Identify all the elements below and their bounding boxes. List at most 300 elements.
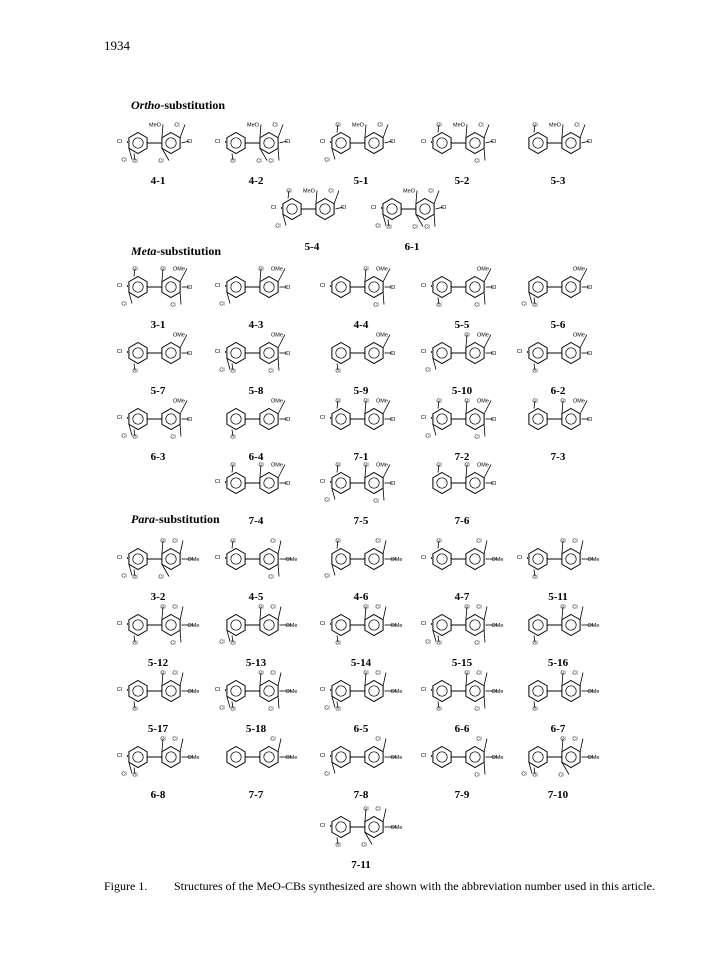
benzene-ring	[466, 747, 484, 768]
chlorine-label: Cl	[270, 736, 276, 743]
aromatic-circle	[387, 204, 397, 214]
benzene-ring	[466, 409, 484, 430]
substituent-bond	[434, 191, 439, 204]
chlorine-label: Cl	[268, 574, 274, 581]
chlorine-label: Cl	[170, 302, 176, 309]
aromatic-circle	[264, 478, 274, 488]
methoxy-label: MeO	[149, 122, 161, 129]
chlorine-label: Cl	[560, 604, 566, 611]
chlorine-label: Cl	[425, 639, 431, 646]
chlorine-label: Cl	[363, 670, 369, 677]
aromatic-circle	[533, 138, 543, 148]
biphenyl-structure	[110, 528, 206, 590]
substituent-bond	[416, 191, 417, 204]
chlorine-label: Cl	[116, 753, 123, 759]
chlorine-label: Cl	[420, 753, 427, 759]
chlorine-label: Cl	[474, 158, 480, 165]
compound-number: 7-3	[550, 451, 566, 463]
chlorine-label: Cl	[116, 139, 123, 145]
chlorine-label: Cl	[476, 670, 482, 677]
benzene-ring	[260, 681, 278, 702]
compound-number: 6-1	[404, 241, 420, 253]
chlorine-label: Cl	[389, 351, 396, 357]
benzene-ring	[365, 277, 383, 298]
methoxy-label: OMe	[173, 266, 185, 273]
chlorine-label: Cl	[121, 301, 127, 308]
compound-number: 5-1	[353, 175, 369, 187]
chlorine-label: Cl	[572, 670, 578, 677]
benzene-ring	[529, 615, 547, 636]
compound-number: 5-16	[547, 657, 569, 669]
chlorine-label: Cl	[170, 640, 176, 647]
methoxy-label: OMe	[477, 266, 489, 273]
chlorine-label: Cl	[230, 538, 236, 545]
compound-number: 6-8	[150, 789, 166, 801]
methoxy-label: OMe	[271, 398, 283, 405]
chlorine-label: Cl	[572, 736, 578, 743]
compound-number: 4-1	[150, 175, 166, 187]
chlorine-label: Cl	[375, 538, 381, 545]
methoxy-label: MeO	[549, 122, 561, 129]
aromatic-circle	[133, 138, 143, 148]
substituent-bond	[180, 292, 181, 304]
substituent-bond	[484, 739, 487, 752]
chlorine-label: Cl	[121, 157, 127, 164]
page-number: 1934	[104, 38, 130, 53]
substituent-bond	[278, 607, 281, 620]
chlorine-label: Cl	[132, 640, 138, 647]
caption-text: Structures of the MeO-CBs synthesized are shown with the abbreviation number used in this article.	[174, 879, 655, 893]
chlorine-label: Cl	[335, 538, 341, 545]
benzene-ring	[365, 615, 383, 636]
benzene-ring	[162, 343, 180, 364]
chlorine-label: Cl	[116, 621, 123, 627]
chlorine-label: Cl	[335, 706, 341, 713]
aromatic-circle	[437, 620, 447, 630]
benzene-ring	[162, 747, 180, 768]
chlorine-label: Cl	[219, 639, 225, 646]
chlorine-label: Cl	[230, 158, 236, 165]
chlorine-label: Cl	[586, 139, 593, 145]
biphenyl-structure	[510, 528, 606, 590]
compound-number: 7-1	[353, 451, 369, 463]
chlorine-label: Cl	[258, 266, 264, 273]
biphenyl-structure	[414, 112, 510, 174]
chlorine-label: Cl	[158, 158, 164, 165]
benzene-ring	[562, 133, 580, 154]
substituent-bond	[278, 148, 279, 160]
compound-number: 6-2	[550, 385, 566, 397]
benzene-ring	[260, 133, 278, 154]
chlorine-label: Cl	[375, 604, 381, 611]
compound-number: 6-7	[550, 723, 566, 735]
chlorine-label: Cl	[230, 640, 236, 647]
biphenyl-structure	[208, 660, 304, 722]
compound-number: 4-3	[248, 319, 264, 331]
substituent-bond	[180, 424, 181, 436]
methoxy-label: OMe	[573, 266, 585, 273]
chlorine-label: Cl	[586, 285, 593, 291]
benzene-ring	[529, 277, 547, 298]
aromatic-circle	[166, 686, 176, 696]
benzene-ring	[562, 277, 580, 298]
aromatic-circle	[231, 478, 241, 488]
chlorine-label: Cl	[560, 398, 566, 405]
biphenyl-structure	[110, 322, 206, 384]
chlorine-label: Cl	[319, 823, 326, 829]
compound-number: 5-2	[454, 175, 470, 187]
benzene-ring	[260, 409, 278, 430]
aromatic-circle	[336, 686, 346, 696]
biphenyl-structure	[414, 256, 510, 318]
compound-7-3	[510, 388, 606, 466]
aromatic-circle	[336, 414, 346, 424]
chlorine-label: Cl	[186, 417, 193, 423]
compound-number: 5-3	[550, 175, 566, 187]
compound-5-3	[510, 112, 606, 190]
methoxy-label: OMe	[390, 825, 403, 831]
compound-number: 6-4	[248, 451, 264, 463]
chlorine-label: Cl	[116, 349, 123, 355]
chlorine-label: Cl	[219, 301, 225, 308]
substituent-bond	[316, 191, 317, 204]
aromatic-circle	[437, 348, 447, 358]
aromatic-circle	[336, 752, 346, 762]
chlorine-label: Cl	[214, 349, 221, 355]
substituent-bond	[383, 809, 386, 822]
substituent-bond	[484, 696, 485, 708]
benzene-ring	[260, 473, 278, 494]
chlorine-label: Cl	[476, 538, 482, 545]
substituent-bond	[278, 673, 281, 686]
benzene-ring	[529, 549, 547, 570]
chlorine-label: Cl	[436, 640, 442, 647]
compound-7-9	[414, 726, 510, 804]
biphenyl-structure	[313, 112, 409, 174]
aromatic-circle	[231, 282, 241, 292]
chlorine-label: Cl	[420, 139, 427, 145]
aromatic-circle	[231, 554, 241, 564]
aromatic-circle	[470, 554, 480, 564]
chlorine-label: Cl	[532, 772, 538, 779]
substituent-bond	[180, 673, 183, 686]
compound-number: 5-15	[451, 657, 473, 669]
benzene-ring	[466, 549, 484, 570]
aromatic-circle	[336, 554, 346, 564]
chlorine-label: Cl	[319, 479, 326, 485]
biphenyl-structure	[313, 726, 409, 788]
aromatic-circle	[470, 138, 480, 148]
chlorine-label: Cl	[586, 351, 593, 357]
aromatic-circle	[437, 282, 447, 292]
biphenyl-structure	[414, 594, 510, 656]
chlorine-label: Cl	[474, 640, 480, 647]
benzene-ring	[332, 343, 350, 364]
aromatic-circle	[231, 348, 241, 358]
benzene-ring	[162, 615, 180, 636]
methoxy-label: OMe	[491, 557, 504, 563]
aromatic-circle	[369, 686, 379, 696]
chlorine-label: Cl	[420, 415, 427, 421]
chlorine-label: Cl	[586, 417, 593, 423]
benzene-ring	[260, 615, 278, 636]
chlorine-label: Cl	[324, 497, 330, 504]
aromatic-circle	[533, 752, 543, 762]
aromatic-circle	[264, 138, 274, 148]
substituent-bond	[383, 488, 384, 500]
chlorine-label: Cl	[270, 205, 277, 211]
chlorine-label: Cl	[420, 555, 427, 561]
compound-number: 4-5	[248, 591, 264, 603]
substituent-bond	[278, 541, 281, 554]
chlorine-label: Cl	[521, 771, 527, 778]
biphenyl-structure	[110, 594, 206, 656]
aromatic-circle	[133, 554, 143, 564]
compound-number: 6-6	[454, 723, 470, 735]
substituent-bond	[383, 125, 388, 138]
chlorine-label: Cl	[172, 736, 178, 743]
chlorine-label: Cl	[324, 573, 330, 580]
chlorine-label: Cl	[230, 462, 236, 469]
aromatic-circle	[566, 414, 576, 424]
chlorine-label: Cl	[170, 434, 176, 441]
methoxy-label: OMe	[285, 623, 298, 629]
aromatic-circle	[231, 414, 241, 424]
compound-7-8	[313, 726, 409, 804]
compound-6-3	[110, 388, 206, 466]
biphenyl-structure	[313, 660, 409, 722]
biphenyl-structure	[414, 660, 510, 722]
aromatic-circle	[336, 478, 346, 488]
biphenyl-structure	[208, 322, 304, 384]
biphenyl-structure	[110, 256, 206, 318]
aromatic-circle	[533, 554, 543, 564]
chlorine-label: Cl	[186, 351, 193, 357]
substituent-bond	[580, 739, 583, 752]
biphenyl-structure	[510, 256, 606, 318]
chlorine-label: Cl	[476, 604, 482, 611]
chlorine-label: Cl	[214, 139, 221, 145]
methoxy-label: MeO	[247, 122, 259, 129]
chlorine-label: Cl	[474, 302, 480, 309]
chlorine-label: Cl	[275, 223, 281, 230]
methoxy-label: OMe	[376, 266, 388, 273]
chlorine-label: Cl	[412, 224, 418, 231]
compound-number: 5-11	[548, 591, 568, 603]
substituent-bond	[383, 607, 386, 620]
benzene-ring	[227, 681, 245, 702]
aromatic-circle	[264, 414, 274, 424]
benzene-ring	[129, 681, 147, 702]
aromatic-circle	[231, 138, 241, 148]
chlorine-label: Cl	[474, 434, 480, 441]
substituent-bond	[278, 125, 283, 138]
chlorine-label: Cl	[186, 139, 193, 145]
aromatic-circle	[533, 414, 543, 424]
substituent-bond	[180, 125, 185, 138]
methoxy-label: MeO	[352, 122, 364, 129]
aromatic-circle	[369, 414, 379, 424]
chlorine-label: Cl	[532, 398, 538, 405]
biphenyl-structure	[313, 796, 409, 858]
benzene-ring	[227, 277, 245, 298]
biphenyl-structure	[110, 660, 206, 722]
chlorine-label: Cl	[340, 205, 347, 211]
chlorine-label: Cl	[572, 538, 578, 545]
chlorine-label: Cl	[132, 368, 138, 375]
aromatic-circle	[566, 138, 576, 148]
chlorine-label: Cl	[363, 266, 369, 273]
biphenyl-structure	[208, 726, 304, 788]
methoxy-label: OMe	[285, 557, 298, 563]
chlorine-label: Cl	[160, 266, 166, 273]
aromatic-circle	[566, 686, 576, 696]
aromatic-circle	[231, 620, 241, 630]
chlorine-label: Cl	[373, 498, 379, 505]
substituent-bond	[484, 762, 485, 774]
compound-number: 5-13	[245, 657, 267, 669]
benzene-ring	[365, 817, 383, 838]
biphenyl-structure	[208, 528, 304, 590]
compound-number: 4-4	[353, 319, 369, 331]
chlorine-label: Cl	[286, 188, 292, 195]
compound-number: 6-3	[150, 451, 166, 463]
chlorine-label: Cl	[532, 302, 538, 309]
aromatic-circle	[369, 348, 379, 358]
chlorine-label: Cl	[464, 462, 470, 469]
section-heading-para: Para-substitution	[131, 512, 220, 526]
benzene-ring	[129, 343, 147, 364]
aromatic-circle	[369, 554, 379, 564]
methoxy-label: OMe	[491, 755, 504, 761]
chlorine-label: Cl	[420, 349, 427, 355]
benzene-ring	[466, 277, 484, 298]
benzene-ring	[332, 747, 350, 768]
benzene-ring	[433, 343, 451, 364]
chlorine-label: Cl	[464, 670, 470, 677]
aromatic-circle	[231, 752, 241, 762]
chlorine-label: Cl	[436, 302, 442, 309]
methoxy-label: MeO	[453, 122, 465, 129]
biphenyl-structure	[510, 660, 606, 722]
benzene-ring	[433, 549, 451, 570]
chlorine-label: Cl	[363, 398, 369, 405]
substituent-bond	[383, 292, 384, 304]
benzene-ring	[365, 473, 383, 494]
benzene-ring	[227, 409, 245, 430]
compound-number: 5-17	[147, 723, 169, 735]
chlorine-label: Cl	[214, 687, 221, 693]
biphenyl-structure	[110, 388, 206, 450]
chlorine-label: Cl	[270, 604, 276, 611]
substituent-bond	[162, 125, 163, 138]
benzene-ring	[529, 747, 547, 768]
chlorine-label: Cl	[214, 283, 221, 289]
chlorine-label: Cl	[121, 771, 127, 778]
chlorine-label: Cl	[270, 538, 276, 545]
methoxy-label: OMe	[573, 332, 585, 339]
chlorine-label: Cl	[284, 139, 291, 145]
chlorine-label: Cl	[389, 285, 396, 291]
benzene-ring	[260, 747, 278, 768]
biphenyl-structure	[208, 594, 304, 656]
chlorine-label: Cl	[319, 621, 326, 627]
compound-5-4	[264, 178, 360, 256]
methoxy-label: OMe	[187, 623, 200, 629]
chlorine-label: Cl	[560, 736, 566, 743]
chlorine-label: Cl	[389, 417, 396, 423]
compound-7-11	[313, 796, 409, 874]
biphenyl-structure	[510, 594, 606, 656]
aromatic-circle	[437, 554, 447, 564]
aromatic-circle	[566, 620, 576, 630]
chlorine-label: Cl	[370, 205, 377, 211]
benzene-ring	[466, 681, 484, 702]
benzene-ring	[562, 681, 580, 702]
methoxy-label: OMe	[477, 332, 489, 339]
benzene-ring	[227, 549, 245, 570]
chlorine-label: Cl	[172, 670, 178, 677]
methoxy-label: OMe	[271, 462, 283, 469]
chlorine-label: Cl	[132, 706, 138, 713]
biphenyl-structure	[364, 178, 460, 240]
aromatic-circle	[533, 620, 543, 630]
chlorine-label: Cl	[375, 736, 381, 743]
compound-number: 5-8	[248, 385, 264, 397]
chlorine-label: Cl	[335, 398, 341, 405]
substituent-bond	[484, 541, 487, 554]
benzene-ring	[332, 681, 350, 702]
compound-number: 5-4	[304, 241, 320, 253]
substituent-bond	[180, 739, 183, 752]
benzene-ring	[433, 473, 451, 494]
benzene-ring	[562, 747, 580, 768]
chlorine-label: Cl	[490, 481, 497, 487]
aromatic-circle	[264, 620, 274, 630]
compound-7-4	[208, 452, 304, 530]
chlorine-label: Cl	[361, 842, 367, 849]
aromatic-circle	[264, 282, 274, 292]
aromatic-circle	[166, 282, 176, 292]
chlorine-label: Cl	[389, 481, 396, 487]
aromatic-circle	[470, 620, 480, 630]
chlorine-label: Cl	[532, 706, 538, 713]
aromatic-circle	[566, 554, 576, 564]
benzene-ring	[316, 199, 334, 220]
chlorine-label: Cl	[335, 462, 341, 469]
methoxy-label: OMe	[477, 398, 489, 405]
aromatic-circle	[166, 348, 176, 358]
chlorine-label: Cl	[160, 670, 166, 677]
chlorine-label: Cl	[420, 687, 427, 693]
chlorine-label: Cl	[324, 157, 330, 164]
chlorine-label: Cl	[219, 705, 225, 712]
chlorine-label: Cl	[464, 604, 470, 611]
methoxy-label: OMe	[573, 398, 585, 405]
biphenyl-structure	[414, 452, 510, 514]
compound-number: 7-4	[248, 515, 264, 527]
benzene-ring	[562, 615, 580, 636]
substituent-bond	[434, 214, 435, 226]
compound-number: 7-6	[454, 515, 470, 527]
chlorine-label: Cl	[420, 283, 427, 289]
chlorine-label: Cl	[270, 670, 276, 677]
aromatic-circle	[336, 822, 346, 832]
aromatic-circle	[533, 686, 543, 696]
biphenyl-structure	[313, 322, 409, 384]
compound-number: 3-2	[150, 591, 166, 603]
methoxy-label: OMe	[477, 462, 489, 469]
